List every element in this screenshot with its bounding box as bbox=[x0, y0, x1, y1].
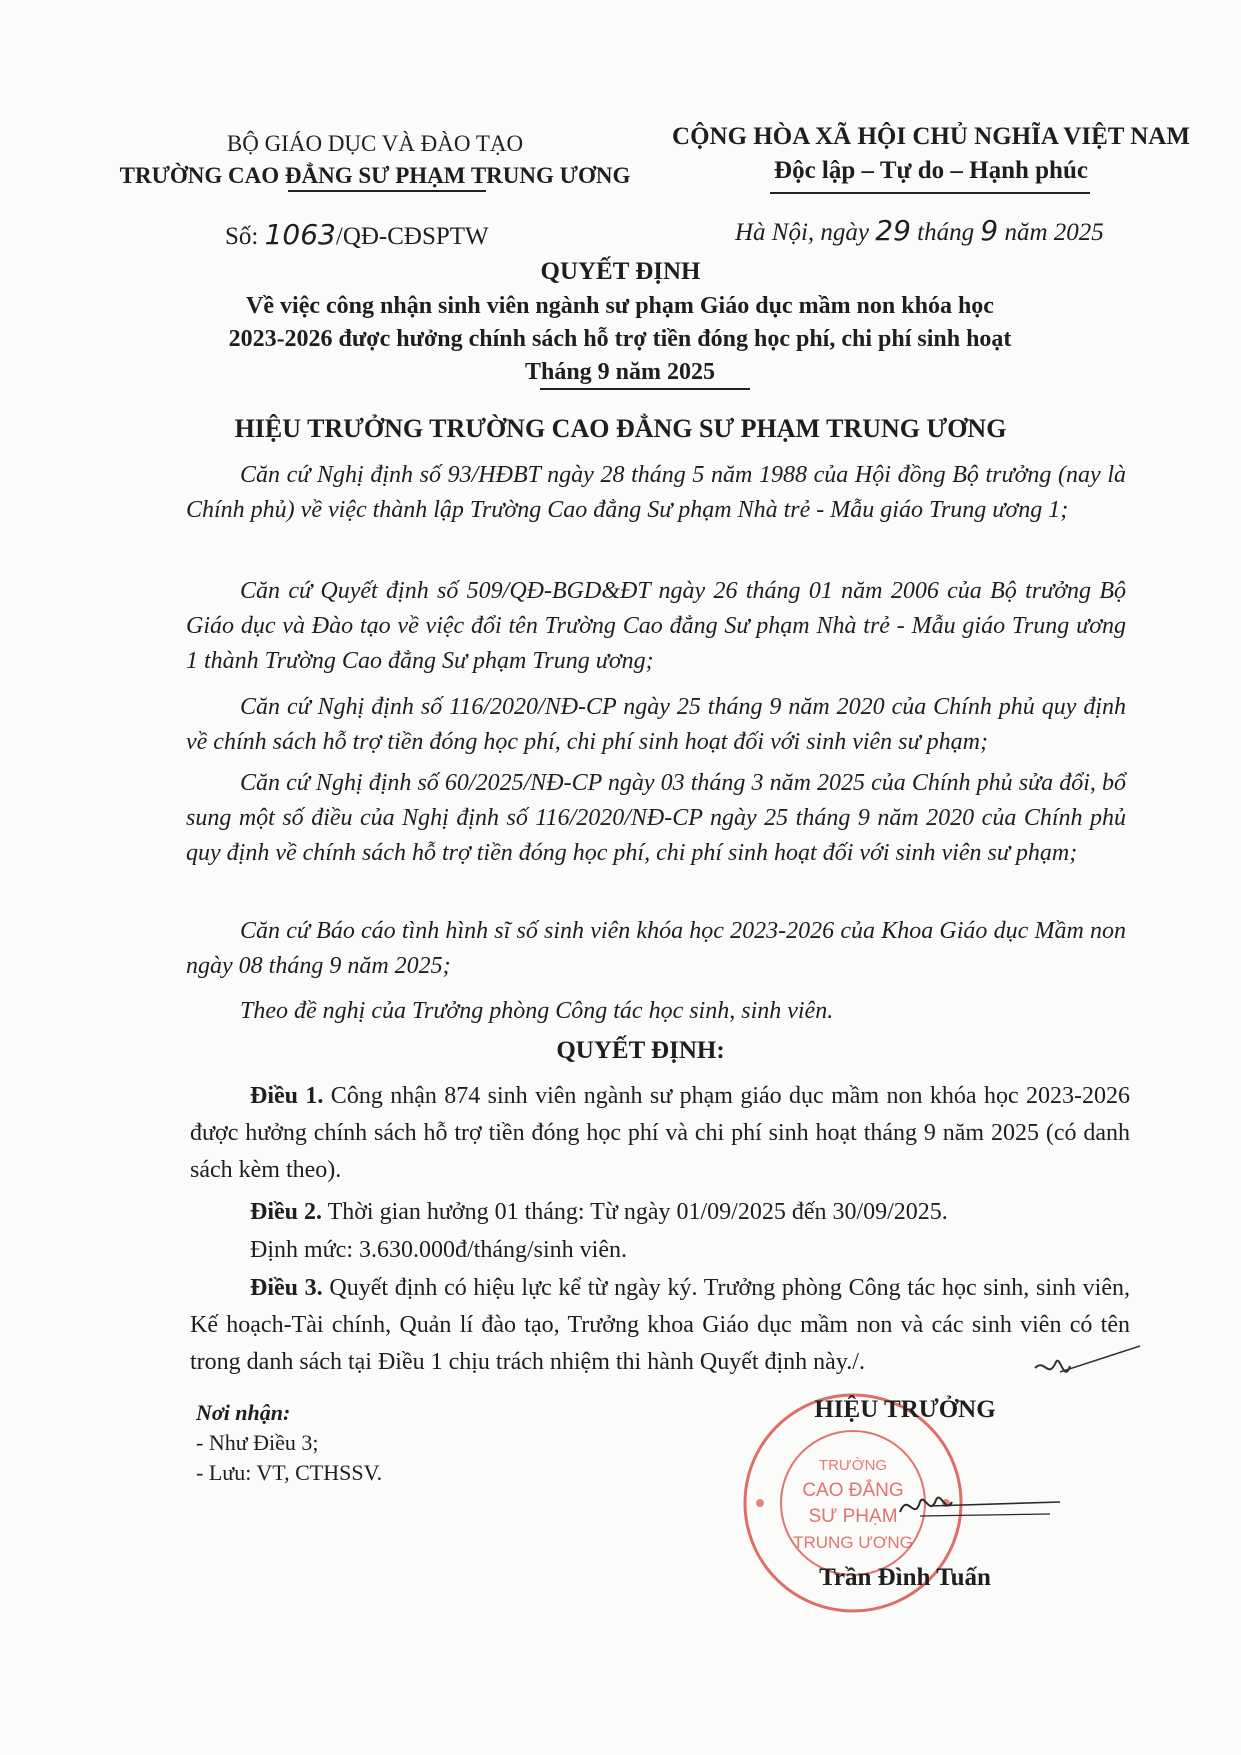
basis-6 bbox=[186, 994, 1126, 1029]
recipient-item: - Như Điều 3; bbox=[196, 1430, 319, 1455]
article-1-label: Điều 1. bbox=[250, 1083, 324, 1109]
basis-6-text: Theo đề nghị của Trưởng phòng Công tác học sinh, sinh viên. bbox=[240, 998, 834, 1024]
subject-line-2: 2023-2026 được hưởng chính sách hỗ trợ tiền đóng học phí, chi phí sinh hoạt bbox=[228, 326, 1012, 352]
article-3 bbox=[190, 1270, 1130, 1381]
authority-heading: HIỆU TRƯỞNG TRƯỜNG CAO ĐẲNG SƯ PHẠM TRUNG ƯƠNG bbox=[234, 414, 1007, 443]
ministry-name: BỘ GIÁO DỤC VÀ ĐÀO TẠO bbox=[226, 131, 524, 156]
basis-4 bbox=[186, 766, 1126, 871]
article-1-text: Công nhận 874 sinh viên ngành sư phạm giáo dục mầm non khóa học 2023-2026 được hưởng chính sách hỗ trợ tiền đóng học phí và chi phí sinh hoạt tháng 9 năm 2025 (có danh sách kèm theo). bbox=[190, 1083, 1130, 1183]
date-month: 9 bbox=[980, 214, 999, 247]
subject-underline bbox=[540, 388, 750, 390]
date-month-label: tháng bbox=[910, 219, 981, 246]
article-2-text: Thời gian hưởng 01 tháng: Từ ngày 01/09/2025 đến 30/09/2025. bbox=[322, 1199, 948, 1225]
ref-number: 1063 bbox=[264, 218, 336, 251]
signature-mark bbox=[890, 1462, 1070, 1542]
agency-header bbox=[90, 128, 660, 192]
country-name: CỘNG HÒA XÃ HỘI CHỦ NGHĨA VIỆT NAM bbox=[672, 123, 1190, 150]
basis-1-text: Căn cứ Nghị định số 93/HĐBT ngày 28 tháng 5 năm 1988 của Hội đồng Bộ trưởng (nay là Chính phủ) về việc thành lập Trường Cao đẳng Sư phạm Nhà trẻ - Mẫu giáo Trung ương 1; bbox=[186, 462, 1126, 523]
school-name: TRƯỜNG CAO ĐẲNG SƯ PHẠM TRUNG ƯƠNG bbox=[119, 163, 631, 188]
article-3-text: Quyết định có hiệu lực kể từ ngày ký. Trưởng phòng Công tác học sinh, sinh viên, Kế hoạch-Tài chính, Quản lí đào tạo, Trưởng khoa Giáo dục mầm non và các sinh viên có tên trong danh sách tại Điều 1 chịu trách nhiệm thi hành Quyết định này./. bbox=[190, 1275, 1130, 1375]
ref-suffix: /QĐ-CĐSPTW bbox=[335, 223, 489, 250]
article-2 bbox=[190, 1194, 1130, 1231]
initial-mark bbox=[1030, 1340, 1150, 1400]
recipients-block bbox=[196, 1398, 382, 1488]
article-2-rate bbox=[190, 1232, 1130, 1269]
basis-5 bbox=[186, 914, 1126, 984]
document-date bbox=[735, 214, 1104, 247]
basis-4-text: Căn cứ Nghị định số 60/2025/NĐ-CP ngày 03 tháng 3 năm 2025 của Chính phủ sửa đổi, bổ sung một số điều của Nghị định số 116/2020/NĐ-CP ngày 25 tháng 9 năm 2020 của Chính phủ quy định về chính sách hỗ trợ tiền đóng học phí, chi phí sinh hoạt đối với sinh viên sư phạm; bbox=[186, 770, 1126, 866]
article-3-label: Điều 3. bbox=[250, 1275, 323, 1301]
article-2-rate-text: Định mức: 3.630.000đ/tháng/sinh viên. bbox=[250, 1237, 627, 1263]
article-2-label: Điều 2. bbox=[250, 1199, 322, 1225]
basis-3-text: Căn cứ Nghị định số 116/2020/NĐ-CP ngày 25 tháng 9 năm 2020 của Chính phủ quy định về chính sách hỗ trợ tiền đóng học phí, chi phí sinh hoạt đối với sinh viên sư phạm; bbox=[186, 694, 1126, 755]
document-subject bbox=[130, 290, 1110, 389]
basis-5-text: Căn cứ Báo cáo tình hình sĩ số sinh viên khóa học 2023-2026 của Khoa Giáo dục Mầm non ngày 08 tháng 9 năm 2025; bbox=[186, 918, 1126, 979]
national-motto: Độc lập – Tự do – Hạnh phúc bbox=[774, 157, 1088, 184]
signer-name: Trần Đình Tuấn bbox=[819, 1564, 991, 1591]
subject-line-3: Tháng 9 năm 2025 bbox=[524, 359, 716, 385]
seal-text-top: TRƯỜNG bbox=[818, 1457, 888, 1474]
signer-title: HIỆU TRƯỞNG bbox=[814, 1396, 996, 1423]
header-left-underline bbox=[288, 190, 486, 192]
header-right-underline bbox=[770, 192, 1090, 194]
basis-2 bbox=[186, 574, 1126, 679]
subject-line-1: Về việc công nhận sinh viên ngành sư phạm Giáo dục mầm non khóa học bbox=[246, 293, 994, 319]
seal-text-bottom: TRUNG ƯƠNG bbox=[793, 1533, 913, 1552]
basis-1 bbox=[186, 458, 1126, 528]
date-day: 29 bbox=[875, 214, 911, 247]
national-header bbox=[666, 120, 1196, 188]
basis-2-text: Căn cứ Quyết định số 509/QĐ-BGD&ĐT ngày 26 tháng 01 năm 2006 của Bộ trưởng Bộ Giáo dục và Đào tạo về việc đổi tên Trường Cao đẳng Sư phạm Nhà trẻ - Mẫu giáo Trung ương 1 thành Trường Cao đẳng Sư phạm Trung ương; bbox=[186, 578, 1126, 674]
date-place: Hà Nội, ngày bbox=[735, 219, 876, 246]
seal-text-mid1: CAO ĐẲNG bbox=[802, 1480, 904, 1501]
basis-3 bbox=[186, 690, 1126, 760]
document-number bbox=[225, 218, 489, 251]
date-year: năm 2025 bbox=[998, 219, 1104, 246]
ref-prefix: Số: bbox=[225, 223, 265, 250]
seal-text-mid2: SƯ PHẠM bbox=[808, 1506, 898, 1527]
recipient-item: - Lưu: VT, CTHSSV. bbox=[196, 1460, 383, 1485]
document-title: QUYẾT ĐỊNH bbox=[540, 258, 701, 285]
decision-heading: QUYẾT ĐỊNH: bbox=[556, 1037, 725, 1064]
article-1 bbox=[190, 1078, 1130, 1189]
recipients-label: Nơi nhận: bbox=[196, 1400, 291, 1425]
